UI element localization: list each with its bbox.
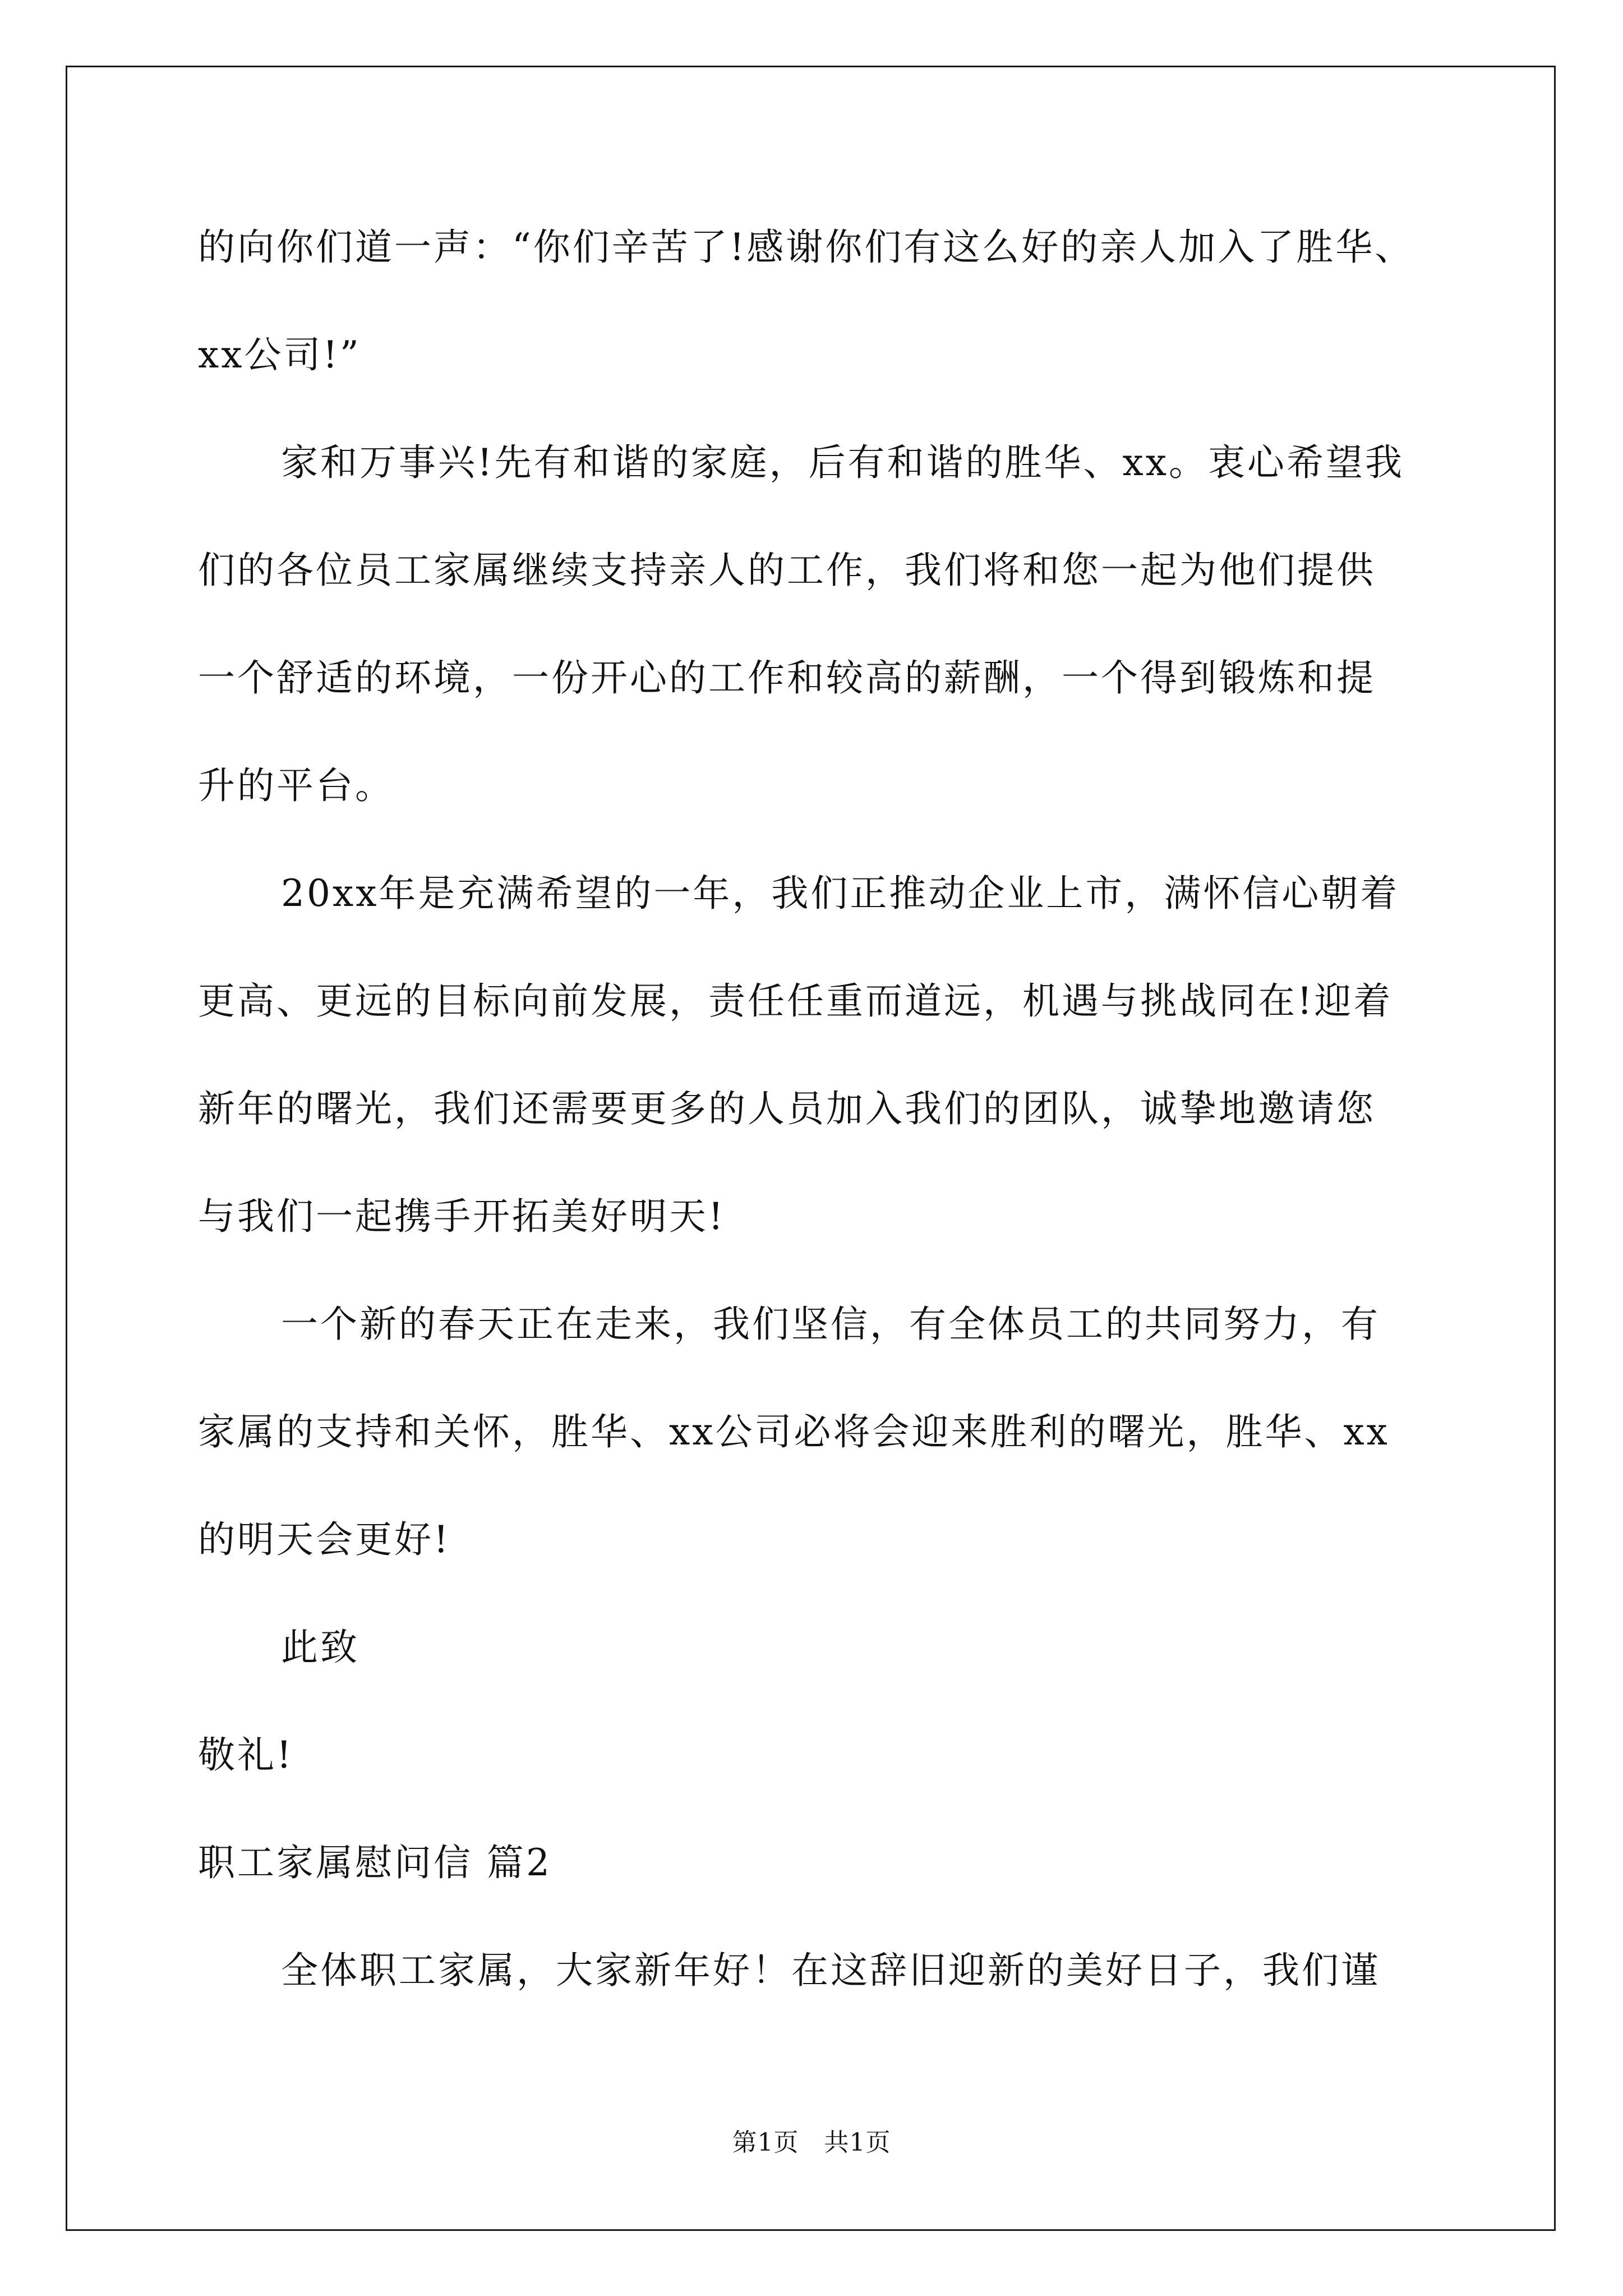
closing-line: 此致 — [281, 1626, 359, 1669]
paragraph-start-line: 全体职工家属，大家新年好！在这辞旧迎新的美好日子，我们谨 — [281, 1949, 1380, 1992]
page-footer: 第1页 共1页 — [732, 2128, 891, 2157]
paragraph-start-line: 20xx年是充满希望的一年，我们正推动企业上市，满怀信心朝着 — [281, 872, 1400, 915]
text-line: 们的各位员工家属继续支持亲人的工作，我们将和您一起为他们提供 — [198, 549, 1376, 592]
text-line: 一个舒适的环境，一份开心的工作和较高的薪酬，一个得到锻炼和提 — [198, 656, 1376, 700]
text-line: 与我们一起携手开拓美好明天! — [198, 1195, 726, 1238]
text-line: 的向你们道一声：“你们辛苦了!感谢你们有这么好的亲人加入了胜华、 — [198, 226, 1414, 269]
paragraph-start-line: 家和万事兴!先有和谐的家庭，后有和谐的胜华、xx。衷心希望我 — [281, 441, 1404, 484]
salutation-line: 敬礼! — [198, 1733, 294, 1777]
paragraph-start-line: 一个新的春天正在走来，我们坚信，有全体员工的共同努力，有 — [281, 1303, 1380, 1346]
text-line: 更高、更远的目标向前发展，责任任重而道远，机遇与挑战同在!迎着 — [198, 979, 1393, 1023]
page-border — [66, 66, 1556, 2231]
text-line: 新年的曙光，我们还需要更多的人员加入我们的团队，诚挚地邀请您 — [198, 1087, 1376, 1130]
section-heading: 职工家属慰问信 篇2 — [198, 1841, 552, 1884]
text-line: xx公司!” — [198, 333, 361, 376]
text-line: 的明天会更好! — [198, 1518, 451, 1561]
text-line: 升的平台。 — [198, 764, 394, 807]
text-line: 家属的支持和关怀，胜华、xx公司必将会迎来胜利的曙光，胜华、xx — [198, 1410, 1390, 1453]
